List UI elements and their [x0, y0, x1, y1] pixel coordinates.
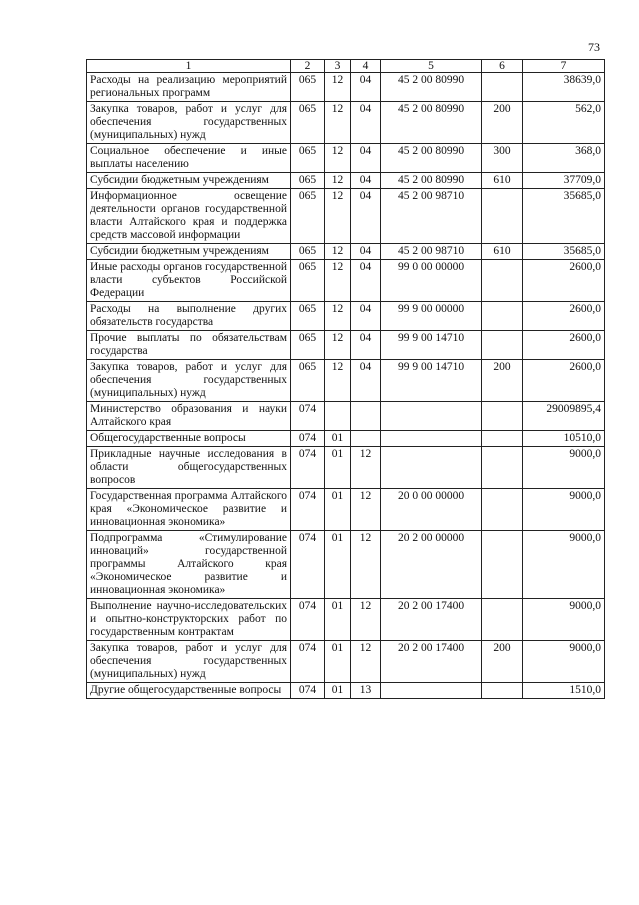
expense-type-code-cell [482, 189, 523, 244]
row-name-cell: Закупка товаров, работ и услуг для обеспечения государственных (муниципальных) нужд [87, 360, 291, 402]
page-number: 73 [588, 40, 600, 54]
section-code-cell: 12 [325, 144, 351, 173]
expense-type-code-cell: 300 [482, 144, 523, 173]
target-article-code-cell: 20 2 00 00000 [381, 531, 482, 599]
expense-type-code-cell [482, 683, 523, 699]
row-name-cell: Социальное обеспечение и иные выплаты населению [87, 144, 291, 173]
amount-cell: 29009895,4 [523, 402, 605, 431]
expense-type-code-cell: 610 [482, 244, 523, 260]
table-row [87, 683, 605, 699]
target-article-code-cell [381, 447, 482, 489]
target-article-code-cell: 45 2 00 98710 [381, 189, 482, 244]
amount-cell: 9000,0 [523, 489, 605, 531]
row-name-cell: Выполнение научно-исследовательских и опытно-конструкторских работ по государственным контрактам [87, 599, 291, 641]
row-name-cell: Государственная программа Алтайского края «Экономическое развитие и инновационная экономика» [87, 489, 291, 531]
header-cell: 4 [351, 60, 381, 73]
target-article-code-cell: 45 2 00 80990 [381, 144, 482, 173]
row-name-cell: Другие общегосударственные вопросы [87, 683, 291, 699]
row-name-cell: Прочие выплаты по обязательствам государства [87, 331, 291, 360]
subsection-code-cell: 04 [351, 302, 381, 331]
section-code-cell: 01 [325, 599, 351, 641]
amount-cell: 35685,0 [523, 244, 605, 260]
amount-cell: 2600,0 [523, 331, 605, 360]
target-article-code-cell: 99 9 00 00000 [381, 302, 482, 331]
table-row [87, 431, 605, 447]
header-cell: 1 [87, 60, 291, 73]
header-cell: 3 [325, 60, 351, 73]
table-row [87, 360, 605, 402]
subsection-code-cell: 12 [351, 531, 381, 599]
target-article-code-cell: 99 9 00 14710 [381, 331, 482, 360]
subsection-code-cell: 04 [351, 244, 381, 260]
expense-type-code-cell [482, 302, 523, 331]
ministry-code-cell: 074 [291, 641, 325, 683]
section-code-cell: 01 [325, 531, 351, 599]
amount-cell: 2600,0 [523, 260, 605, 302]
expense-type-code-cell [482, 447, 523, 489]
row-name-cell: Расходы на реализацию мероприятий региональных программ [87, 73, 291, 102]
subsection-code-cell: 12 [351, 599, 381, 641]
row-name-cell: Общегосударственные вопросы [87, 431, 291, 447]
section-code-cell: 12 [325, 360, 351, 402]
row-name-cell: Министерство образования и науки Алтайского края [87, 402, 291, 431]
ministry-code-cell: 074 [291, 531, 325, 599]
table-row [87, 531, 605, 599]
section-code-cell: 01 [325, 683, 351, 699]
amount-cell: 9000,0 [523, 599, 605, 641]
section-code-cell: 12 [325, 73, 351, 102]
table-row [87, 173, 605, 189]
subsection-code-cell [351, 431, 381, 447]
target-article-code-cell: 45 2 00 80990 [381, 73, 482, 102]
table-row [87, 331, 605, 360]
header-cell: 7 [523, 60, 605, 73]
amount-cell: 1510,0 [523, 683, 605, 699]
header-row [87, 60, 605, 73]
ministry-code-cell: 074 [291, 431, 325, 447]
table-row [87, 641, 605, 683]
amount-cell: 9000,0 [523, 641, 605, 683]
expense-type-code-cell [482, 489, 523, 531]
subsection-code-cell: 04 [351, 73, 381, 102]
target-article-code-cell [381, 402, 482, 431]
expense-type-code-cell [482, 260, 523, 302]
section-code-cell: 12 [325, 302, 351, 331]
target-article-code-cell [381, 431, 482, 447]
target-article-code-cell: 99 9 00 14710 [381, 360, 482, 402]
subsection-code-cell: 04 [351, 260, 381, 302]
ministry-code-cell: 065 [291, 244, 325, 260]
section-code-cell: 01 [325, 641, 351, 683]
row-name-cell: Прикладные научные исследования в области общегосударственных вопросов [87, 447, 291, 489]
expense-type-code-cell [482, 331, 523, 360]
expense-type-code-cell [482, 431, 523, 447]
expense-type-code-cell [482, 599, 523, 641]
subsection-code-cell: 04 [351, 144, 381, 173]
table-row [87, 189, 605, 244]
section-code-cell: 12 [325, 173, 351, 189]
section-code-cell: 12 [325, 260, 351, 302]
expense-type-code-cell: 200 [482, 641, 523, 683]
target-article-code-cell [381, 683, 482, 699]
expense-type-code-cell [482, 73, 523, 102]
section-code-cell: 12 [325, 331, 351, 360]
subsection-code-cell: 13 [351, 683, 381, 699]
ministry-code-cell: 065 [291, 144, 325, 173]
row-name-cell: Расходы на выполнение других обязательств государства [87, 302, 291, 331]
amount-cell: 38639,0 [523, 73, 605, 102]
header-cell: 6 [482, 60, 523, 73]
ministry-code-cell: 065 [291, 302, 325, 331]
expense-type-code-cell: 200 [482, 360, 523, 402]
ministry-code-cell: 065 [291, 360, 325, 402]
target-article-code-cell: 45 2 00 80990 [381, 173, 482, 189]
ministry-code-cell: 074 [291, 489, 325, 531]
section-code-cell: 12 [325, 102, 351, 144]
table-row [87, 244, 605, 260]
header-cell: 2 [291, 60, 325, 73]
expense-type-code-cell: 610 [482, 173, 523, 189]
section-code-cell: 12 [325, 189, 351, 244]
table-row [87, 599, 605, 641]
budget-table [86, 59, 605, 699]
ministry-code-cell: 074 [291, 447, 325, 489]
table-row [87, 447, 605, 489]
section-code-cell: 01 [325, 431, 351, 447]
target-article-code-cell: 20 2 00 17400 [381, 599, 482, 641]
expense-type-code-cell [482, 402, 523, 431]
ministry-code-cell: 065 [291, 331, 325, 360]
target-article-code-cell: 99 0 00 00000 [381, 260, 482, 302]
table-row [87, 73, 605, 102]
ministry-code-cell: 074 [291, 599, 325, 641]
section-code-cell: 12 [325, 244, 351, 260]
table-row [87, 260, 605, 302]
target-article-code-cell: 20 2 00 17400 [381, 641, 482, 683]
subsection-code-cell [351, 402, 381, 431]
row-name-cell: Субсидии бюджетным учреждениям [87, 173, 291, 189]
amount-cell: 562,0 [523, 102, 605, 144]
target-article-code-cell: 45 2 00 80990 [381, 102, 482, 144]
ministry-code-cell: 065 [291, 260, 325, 302]
amount-cell: 368,0 [523, 144, 605, 173]
subsection-code-cell: 04 [351, 173, 381, 189]
amount-cell: 2600,0 [523, 302, 605, 331]
amount-cell: 37709,0 [523, 173, 605, 189]
header-cell: 5 [381, 60, 482, 73]
expense-type-code-cell [482, 531, 523, 599]
subsection-code-cell: 12 [351, 447, 381, 489]
table-row [87, 144, 605, 173]
amount-cell: 9000,0 [523, 531, 605, 599]
row-name-cell: Иные расходы органов государственной власти субъектов Российской Федерации [87, 260, 291, 302]
row-name-cell: Субсидии бюджетным учреждениям [87, 244, 291, 260]
amount-cell: 9000,0 [523, 447, 605, 489]
row-name-cell: Подпрограмма «Стимулирование инноваций» государственной программы Алтайского края «Экономическое развитие и инновационная экономика» [87, 531, 291, 599]
ministry-code-cell: 065 [291, 73, 325, 102]
section-code-cell: 01 [325, 447, 351, 489]
ministry-code-cell: 065 [291, 189, 325, 244]
ministry-code-cell: 074 [291, 683, 325, 699]
row-name-cell: Информационное освещение деятельности органов государственной власти Алтайского края и поддержка средств массовой информации [87, 189, 291, 244]
amount-cell: 10510,0 [523, 431, 605, 447]
ministry-code-cell: 074 [291, 402, 325, 431]
amount-cell: 2600,0 [523, 360, 605, 402]
row-name-cell: Закупка товаров, работ и услуг для обеспечения государственных (муниципальных) нужд [87, 102, 291, 144]
table-row [87, 489, 605, 531]
ministry-code-cell: 065 [291, 173, 325, 189]
target-article-code-cell: 20 0 00 00000 [381, 489, 482, 531]
subsection-code-cell: 12 [351, 489, 381, 531]
ministry-code-cell: 065 [291, 102, 325, 144]
subsection-code-cell: 04 [351, 331, 381, 360]
target-article-code-cell: 45 2 00 98710 [381, 244, 482, 260]
expense-type-code-cell: 200 [482, 102, 523, 144]
subsection-code-cell: 12 [351, 641, 381, 683]
section-code-cell: 01 [325, 489, 351, 531]
subsection-code-cell: 04 [351, 189, 381, 244]
table-row [87, 302, 605, 331]
table-row [87, 402, 605, 431]
table-row [87, 102, 605, 144]
subsection-code-cell: 04 [351, 102, 381, 144]
row-name-cell: Закупка товаров, работ и услуг для обеспечения государственных (муниципальных) нужд [87, 641, 291, 683]
section-code-cell [325, 402, 351, 431]
amount-cell: 35685,0 [523, 189, 605, 244]
subsection-code-cell: 04 [351, 360, 381, 402]
